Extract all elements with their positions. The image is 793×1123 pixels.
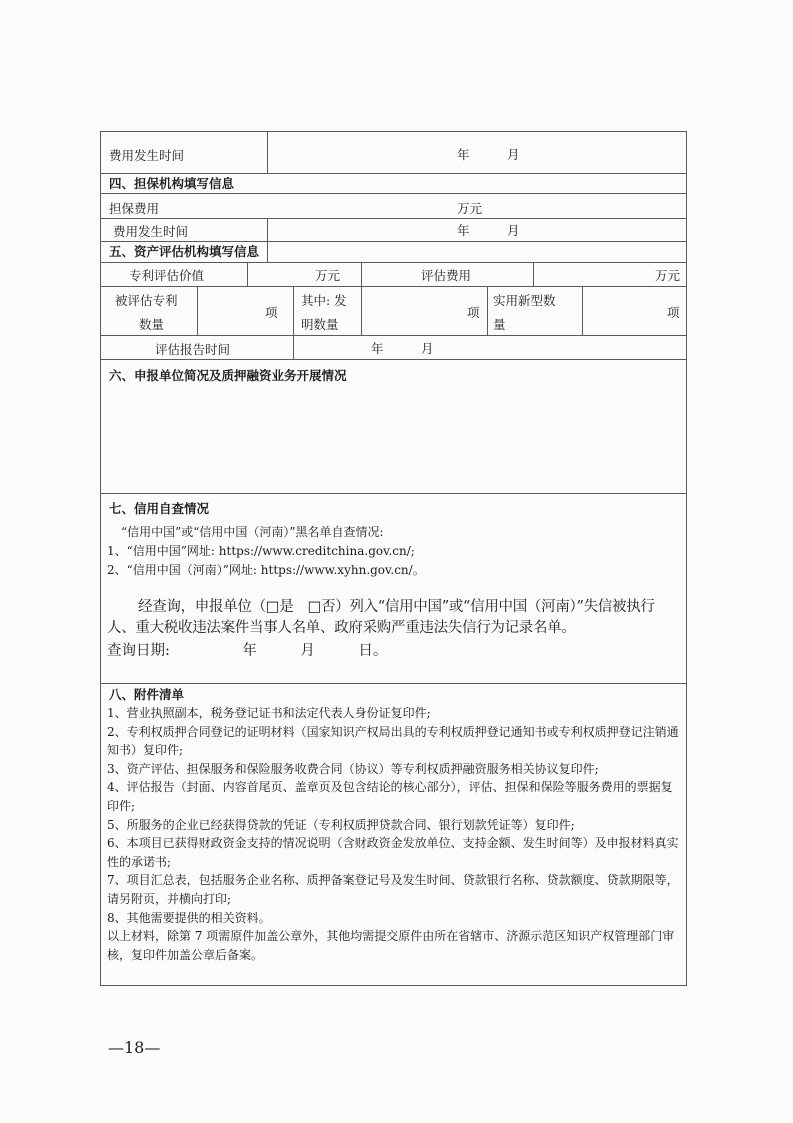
column-divider <box>267 241 268 262</box>
column-divider <box>361 262 362 286</box>
utility-label-line1: 实用新型数 <box>493 293 556 308</box>
attachment-item: 2、专利权质押合同登记的证明材料（国家知识产权局出具的专利权质押登记通知书或专利权质押登记注销通知书）复印件; <box>107 724 679 758</box>
row-divider <box>101 286 686 287</box>
application-form-table <box>100 131 687 986</box>
guarantee-fee-time-label: 费用发生时间 <box>113 224 189 239</box>
column-divider <box>361 286 362 335</box>
section-7-title: 七、信用自查情况 <box>109 501 210 516</box>
row-divider <box>101 335 686 336</box>
credit-site-2: 2、“信用中国（河南）”网址: https://www.xyhn.gov.cn/。 <box>107 563 425 577</box>
attachment-item: 1、营业执照副本，税务登记证书和法定代表人身份证复印件; <box>107 706 431 720</box>
column-divider <box>267 132 268 173</box>
section-6-title: 六、申报单位简况及质押融资业务开展情况 <box>109 368 347 383</box>
credit-statement: 经查询，申报单位（□是 □否）列入“信用中国”或“信用中国（河南）”失信被执行人、重大税收违法案件当事人名单、政府采购严重违法失信行为记录名单。 <box>107 599 655 636</box>
page-number: —18— <box>108 1038 161 1057</box>
attachment-item: 4、评估报告（封面、内容首尾页、盖章页及包含结论的核心部分），评估、担保和保险等服务费用的票据复印件; <box>107 780 673 813</box>
row-divider <box>101 359 686 360</box>
attachment-item: 5、所服务的企业已经获得贷款的凭证（专利权质押贷款合同、银行划款凭证等）复印件; <box>107 817 575 832</box>
utility-unit: 项 <box>667 305 680 320</box>
column-divider <box>197 286 198 335</box>
attachment-item: 7、项目汇总表，包括服务企业名称、质押备案登记号及发生时间、贷款银行名称、贷款额度、贷款期限等，请另附页，并横向打印; <box>107 873 679 906</box>
invention-label-line1: 其中: 发 <box>301 293 347 308</box>
column-divider <box>247 262 248 286</box>
row-divider <box>101 193 686 194</box>
row-divider <box>101 218 686 219</box>
row-divider <box>101 683 686 684</box>
attachment-note: 以上材料，除第 7 项需原件加盖公章外，其他均需提交原件由所在省辖市、济源示范区知识产权管理部门审核，复印件加盖公章后备案。 <box>107 929 675 962</box>
column-divider <box>293 286 294 335</box>
report-time-value: 年 月 <box>371 341 434 356</box>
section-4-title: 四、担保机构填写信息 <box>109 176 235 191</box>
row-divider <box>101 241 686 242</box>
row-divider <box>101 173 686 174</box>
guarantee-fee-label: 担保费用 <box>109 201 160 216</box>
patent-value-unit: 万元 <box>315 268 341 283</box>
credit-site-1: 1、“信用中国”网址: https://www.creditchina.gov.cn/; <box>107 544 415 558</box>
patent-value-label: 专利评估价值 <box>129 268 205 283</box>
invention-unit: 项 <box>467 305 480 320</box>
eval-fee-unit: 万元 <box>655 268 681 283</box>
row-divider <box>101 262 686 263</box>
column-divider <box>487 286 488 335</box>
column-divider <box>582 286 583 335</box>
guarantee-fee-unit: 万元 <box>457 201 483 216</box>
attachment-item: 3、资产评估、担保服务和保险服务收费合同（协议）等专利权质押融资服务相关协议复印件; <box>107 761 599 776</box>
credit-intro: “信用中国”或“信用中国（河南）”黑名单自查情况: <box>121 525 384 539</box>
fee-time-label: 费用发生时间 <box>109 148 185 163</box>
column-divider <box>293 335 294 359</box>
eval-count-label-line2: 数量 <box>139 317 165 332</box>
section-8-title: 八、附件清单 <box>109 687 185 702</box>
row-divider <box>101 493 686 494</box>
attachment-item: 6、本项目已获得财政资金支持的情况说明（含财政资金发放单位、支持金额、发生时间等）及申报材料真实性的承诺书; <box>107 836 679 869</box>
column-divider <box>533 262 534 286</box>
guarantee-fee-time-value: 年 月 <box>457 223 520 238</box>
fee-time-value: 年 月 <box>457 147 520 162</box>
attachment-list <box>107 704 683 964</box>
query-date: 查询日期: 年 月 日。 <box>107 643 388 659</box>
column-divider <box>267 218 268 241</box>
section-5-title: 五、资产评估机构填写信息 <box>109 244 260 259</box>
invention-label-line2: 明数量 <box>301 317 339 332</box>
eval-count-unit: 项 <box>265 305 278 320</box>
attachment-item: 8、其他需要提供的相关资料。 <box>107 910 271 925</box>
eval-fee-label: 评估费用 <box>421 268 472 283</box>
report-time-label: 评估报告时间 <box>155 342 231 357</box>
utility-label-line2: 量 <box>493 317 506 332</box>
eval-count-label-line1: 被评估专利 <box>115 293 178 308</box>
